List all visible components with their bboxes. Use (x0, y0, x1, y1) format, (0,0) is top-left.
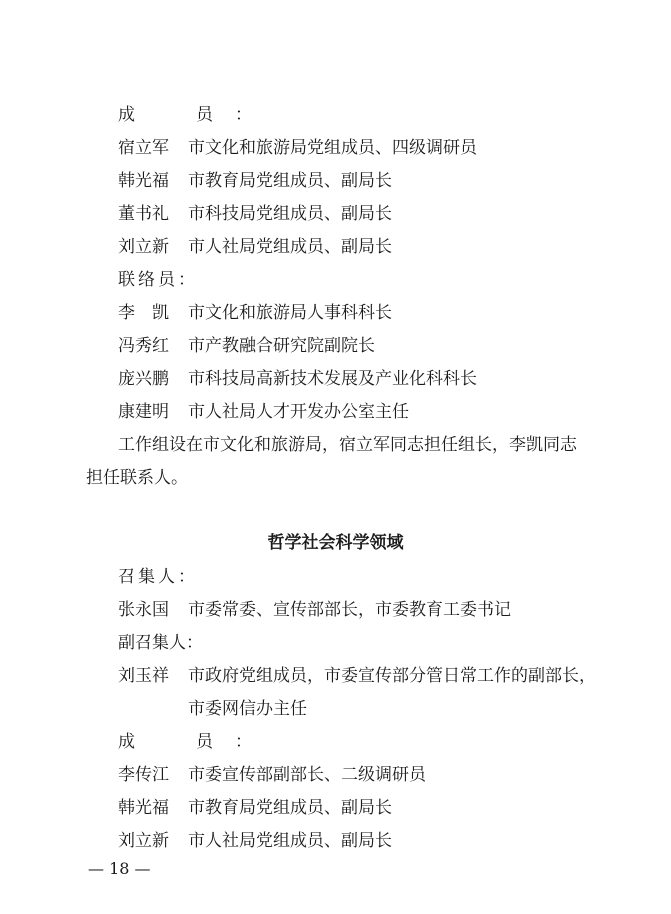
member-row (118, 236, 392, 258)
liaison-name: 庞兴鹏 (118, 369, 169, 389)
member-title: 市科技局党组成员、副局长 (188, 204, 392, 224)
member-name: 刘立新 (118, 831, 169, 851)
deputy-row (118, 665, 596, 687)
deputy-title-continued: 市委网信办主任 (188, 699, 307, 719)
member-name: 董书礼 (118, 204, 169, 224)
member-row (118, 137, 477, 159)
member-row (118, 170, 392, 192)
convener-row (118, 599, 511, 621)
liaison-label: 联络员： (118, 270, 198, 290)
member-name: 宿立军 (118, 138, 169, 158)
convener-name: 张永国 (118, 600, 169, 620)
liaison-row (118, 302, 392, 324)
liaison-title: 市文化和旅游局人事科科长 (188, 303, 392, 323)
member-row (118, 764, 426, 786)
member-name: 刘立新 (118, 237, 169, 257)
member-row (118, 203, 392, 225)
liaison-title: 市产教融合研究院副院长 (188, 336, 375, 356)
note-paragraph-line2: 担任联系人。 (86, 468, 188, 488)
liaison-row (118, 401, 409, 423)
member-title: 市教育局党组成员、副局长 (188, 171, 392, 191)
member-row (118, 830, 392, 852)
member-name: 韩光福 (118, 798, 169, 818)
page-number: — 18 — (88, 859, 151, 878)
liaison-title: 市人社局人才开发办公室主任 (188, 402, 409, 422)
liaison-title: 市科技局高新技术发展及产业化科科长 (188, 369, 477, 389)
liaison-row (118, 368, 477, 390)
note-paragraph-line1: 工作组设在市文化和旅游局，宿立军同志担任组长，李凯同志 (118, 435, 577, 455)
liaison-name: 冯秀红 (118, 336, 169, 356)
convener-label: 召集人： (118, 567, 198, 587)
member-row (118, 797, 392, 819)
members-label: 成 员： (118, 105, 274, 125)
members-label: 成 员： (118, 732, 274, 752)
member-name: 韩光福 (118, 171, 169, 191)
member-title: 市人社局党组成员、副局长 (188, 237, 392, 257)
convener-title: 市委常委、宣传部部长，市委教育工委书记 (188, 600, 511, 620)
liaison-name: 李 凯 (118, 303, 169, 323)
member-name: 李传江 (118, 765, 169, 785)
liaison-row (118, 335, 375, 357)
deputy-label: 副召集人： (118, 633, 203, 653)
liaison-name: 康建明 (118, 402, 169, 422)
member-title: 市文化和旅游局党组成员、四级调研员 (188, 138, 477, 158)
section-heading: 哲学社会科学领域 (267, 533, 404, 553)
deputy-title: 市政府党组成员，市委宣传部分管日常工作的副部长， (188, 666, 596, 686)
member-title: 市人社局党组成员、副局长 (188, 831, 392, 851)
member-title: 市教育局党组成员、副局长 (188, 798, 392, 818)
deputy-name: 刘玉祥 (118, 666, 169, 686)
member-title: 市委宣传部副部长、二级调研员 (188, 765, 426, 785)
